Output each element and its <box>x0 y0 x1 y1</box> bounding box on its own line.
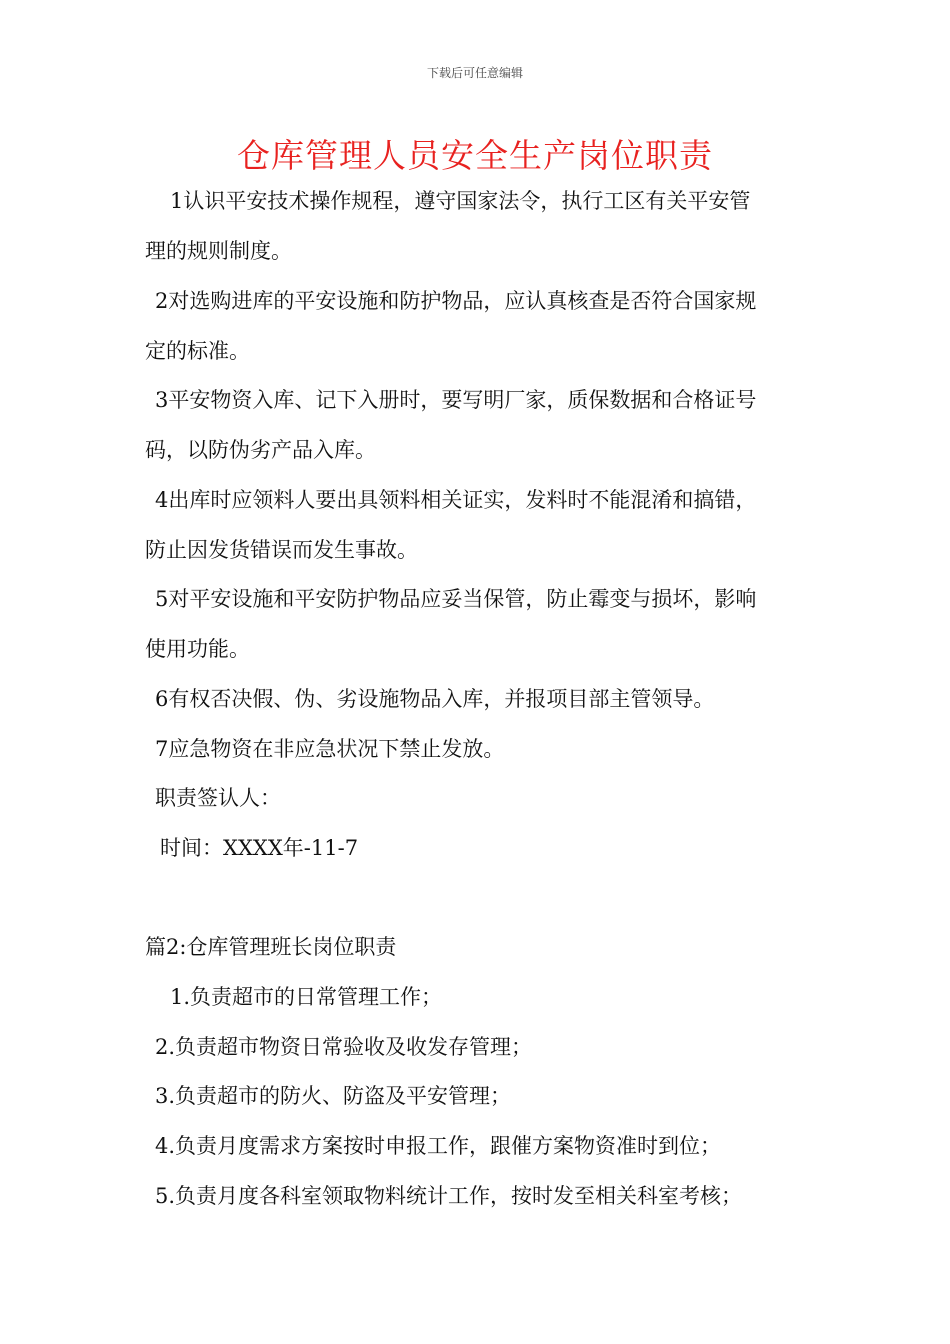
section-heading: 篇2:仓库管理班长岗位职责 <box>145 935 397 959</box>
date-line: 时间：XXXX年-11-7 <box>160 836 359 860</box>
paragraph-line: 2对选购进库的平安设施和防护物品，应认真核查是否符合国家规 <box>155 289 757 313</box>
paragraph-line: 码，以防伪劣产品入库。 <box>145 438 376 462</box>
header-note: 下载后可任意编辑 <box>426 66 523 80</box>
list-item: 2.负责超市物资日常验收及收发存管理； <box>155 1035 533 1059</box>
paragraph-line: 理的规则制度。 <box>145 239 292 263</box>
list-item: 5.负责月度各科室领取物料统计工作，按时发至相关科室考核； <box>155 1184 743 1208</box>
document-title: 仓库管理人员安全生产岗位职责 <box>237 136 713 175</box>
paragraph-line: 1认识平安技术操作规程，遵守国家法令，执行工区有关平安管 <box>170 189 751 213</box>
paragraph-line: 7应急物资在非应急状况下禁止发放。 <box>155 737 505 761</box>
paragraph-line: 定的标准。 <box>145 339 250 363</box>
paragraph-line: 3平安物资入库、记下入册时，要写明厂家，质保数据和合格证号 <box>155 388 757 412</box>
list-item: 1.负责超市的日常管理工作； <box>170 985 443 1009</box>
paragraph-line: 4出库时应领料人要出具领料相关证实，发料时不能混淆和搞错， <box>155 488 757 512</box>
paragraph-line: 使用功能。 <box>145 637 250 661</box>
list-item: 3.负责超市的防火、防盗及平安管理； <box>155 1084 512 1108</box>
paragraph-line: 防止因发货错误而发生事故。 <box>145 538 418 562</box>
list-item: 4.负责月度需求方案按时申报工作，跟催方案物资准时到位； <box>155 1134 722 1158</box>
paragraph-line: 5对平安设施和平安防护物品应妥当保管，防止霉变与损坏，影响 <box>155 587 757 611</box>
paragraph-line: 6有权否决假、伪、劣设施物品入库，并报项目部主管领导。 <box>155 687 715 711</box>
signature-label: 职责签认人： <box>155 786 281 810</box>
